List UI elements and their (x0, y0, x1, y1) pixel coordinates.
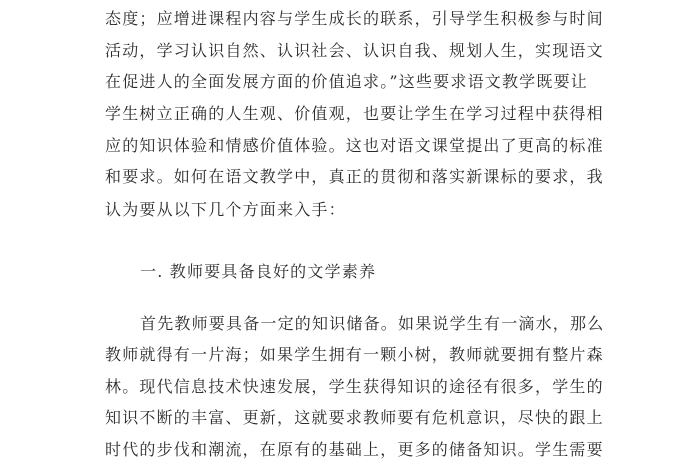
paragraph-line: 活动，学习认识自然、认识社会、认识自我、规划人生，实现语文 (105, 41, 604, 60)
paragraph-line: 认为要从以下几个方面来入手： (105, 200, 346, 219)
paragraph-line: 和要求。如何在语文教学中，真正的贯彻和落实新课标的要求，我 (105, 167, 604, 186)
section-heading: 一. 教师要具备良好的文学素养 (140, 262, 377, 281)
paragraph-line: 知识不断的丰富、更新，这就要求教师要有危机意识，尽快的跟上 (105, 408, 604, 427)
paragraph-line: 时代的步伐和潮流，在原有的基础上，更多的储备知识。学生需要 (105, 440, 604, 459)
paragraph-line: 学生树立正确的人生观、价值观，也要让学生在学习过程中获得相 (105, 104, 604, 123)
paragraph-line: 教师就得有一片海；如果学生拥有一颗小树，教师就要拥有整片森 (105, 345, 604, 364)
paragraph-line: 态度；应增进课程内容与学生成长的联系，引导学生积极参与时间 (105, 9, 604, 28)
paragraph-line: 应的知识体验和情感价值体验。这也对语文课堂提出了更高的标准 (105, 136, 604, 155)
paragraph-line: 在促进人的全面发展方面的价值追求。”这些要求语文教学既要让 (105, 72, 588, 91)
paragraph-line: 首先教师要具备一定的知识储备。如果说学生有一滴水，那么 (140, 314, 605, 333)
paragraph-line: 林。现代信息技术快速发展，学生获得知识的途径有很多，学生的 (105, 377, 604, 396)
